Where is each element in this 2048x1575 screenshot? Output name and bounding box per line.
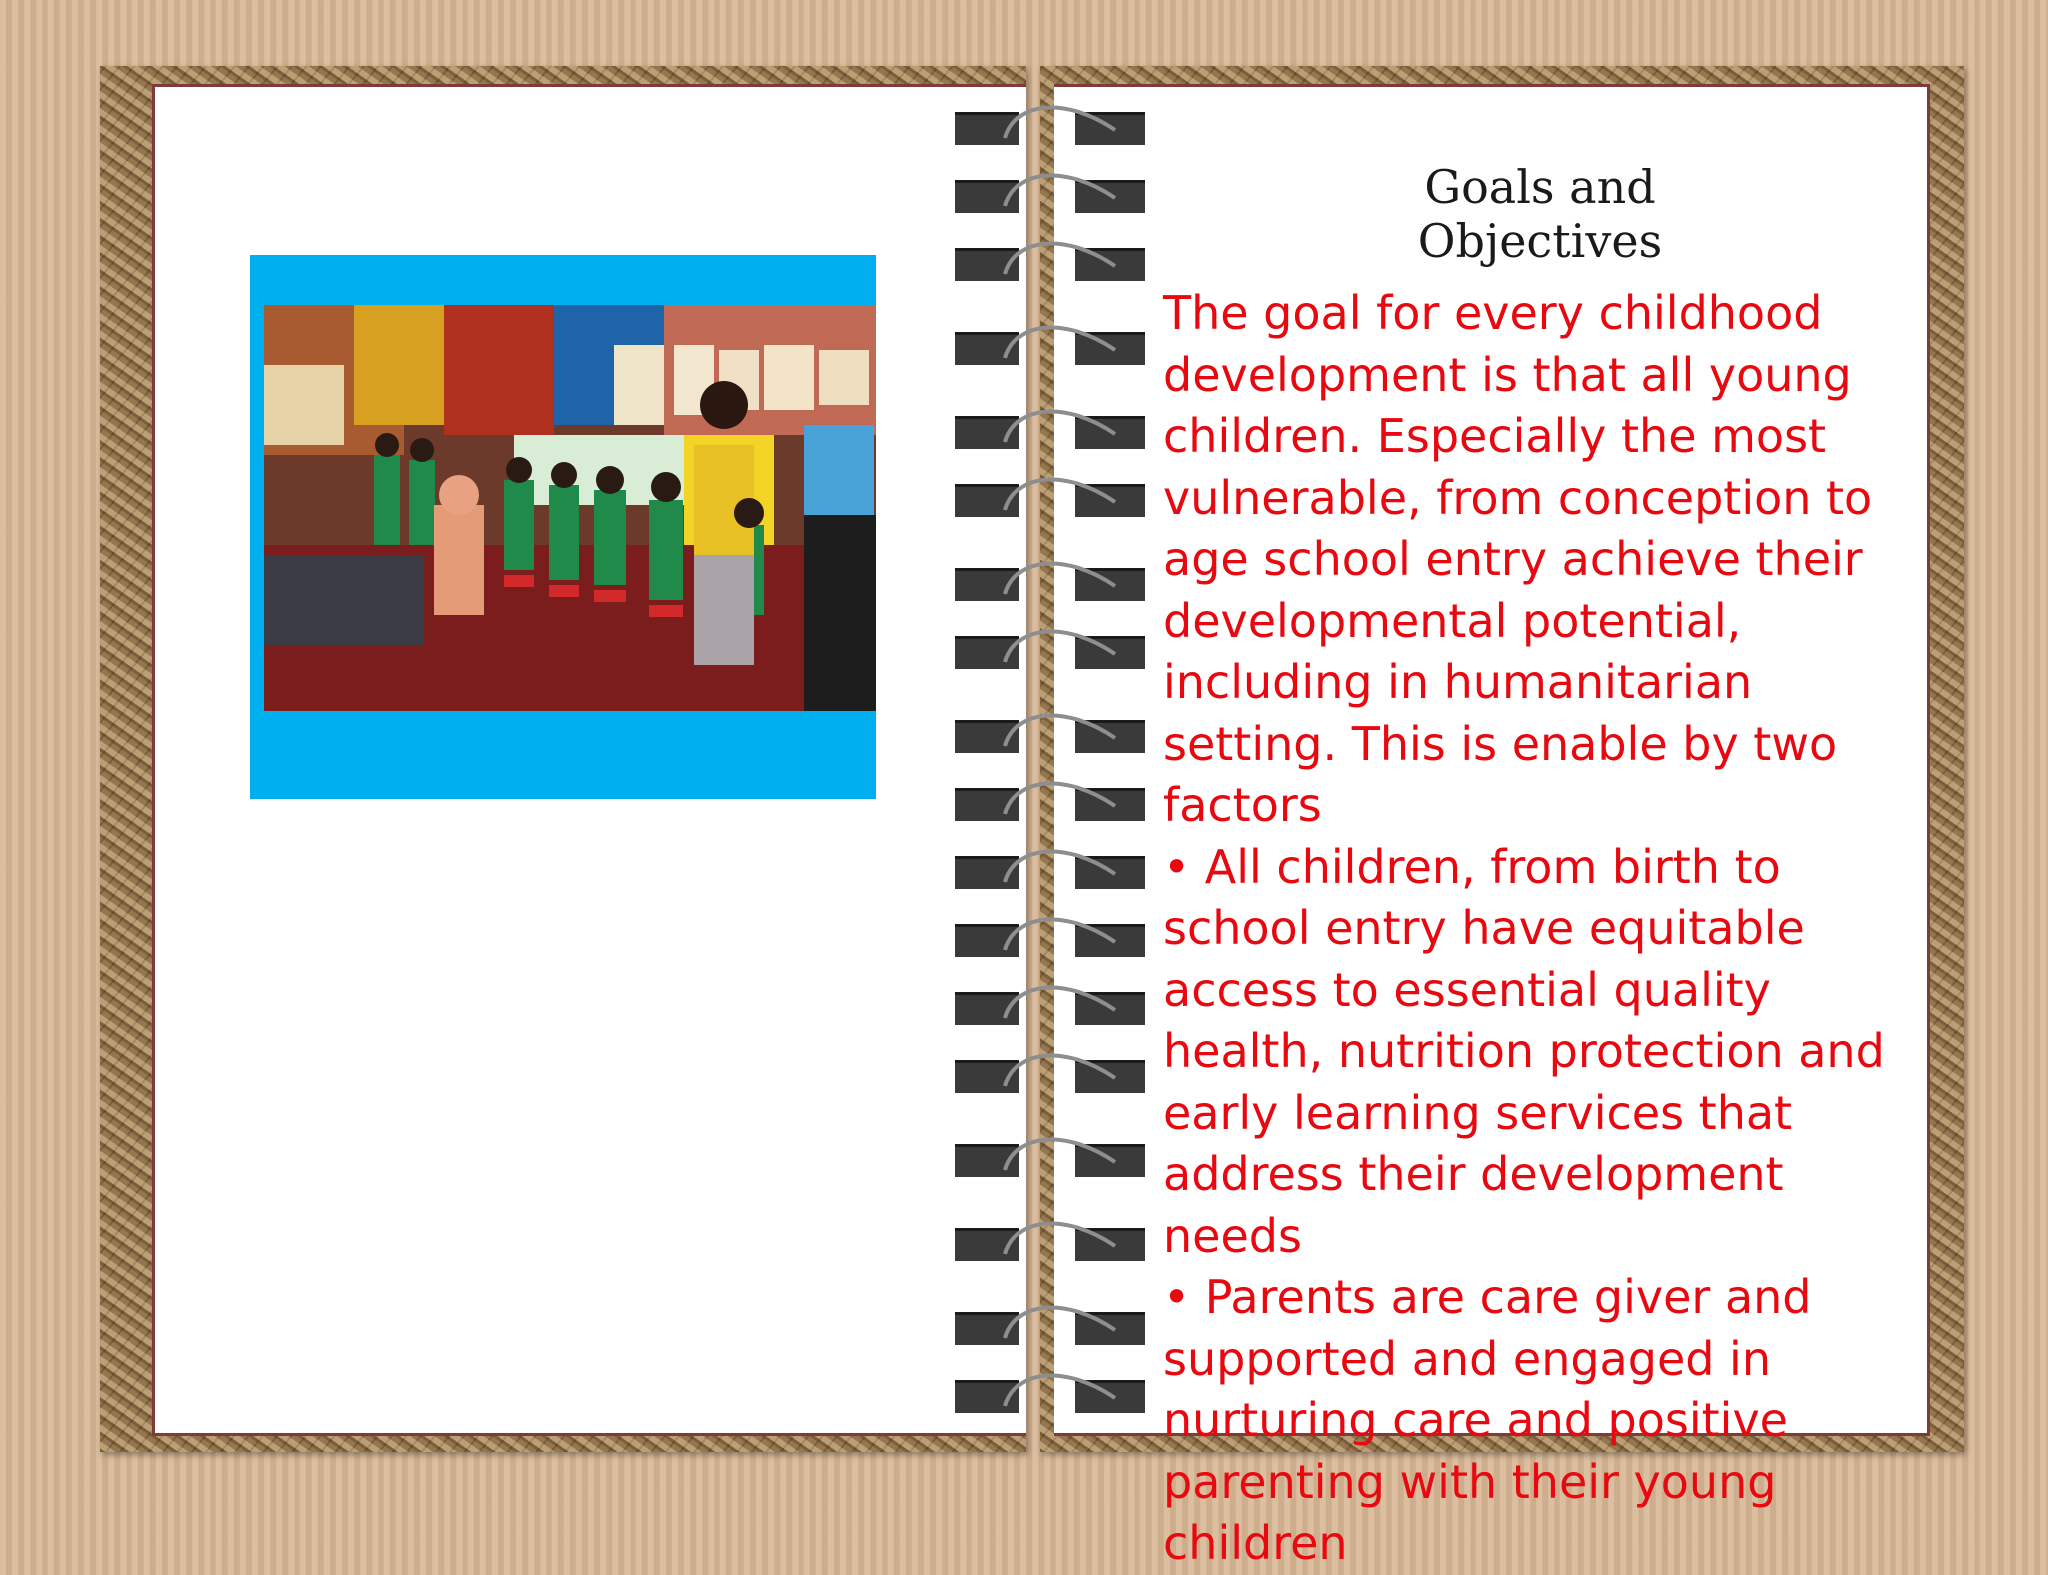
- binding-ring: [955, 1368, 1145, 1412]
- bullet-item: • Parents are care giver and supported and engaged in nurturing care and positive parenting with their young children: [1163, 1270, 1812, 1570]
- binding-ring: [955, 1132, 1145, 1176]
- binding-ring: [955, 980, 1145, 1024]
- binding-ring: [955, 776, 1145, 820]
- binding-ring: [955, 168, 1145, 212]
- classroom-photo: [264, 305, 876, 711]
- binding-ring: [955, 844, 1145, 888]
- binding-ring: [955, 556, 1145, 600]
- binding-ring: [955, 1300, 1145, 1344]
- bullet-item: • All children, from birth to school entry have equitable access to essential quality health, nutrition protection and early learning services that address their development needs: [1163, 839, 1885, 1263]
- binding-ring: [955, 404, 1145, 448]
- binding-ring: [955, 472, 1145, 516]
- page-title: Goals and Objectives: [1417, 160, 1663, 268]
- binding-ring: [955, 236, 1145, 280]
- binding-ring: [955, 708, 1145, 752]
- body-text: [1163, 283, 1903, 1575]
- binding-ring: [955, 100, 1145, 144]
- binding-ring: [955, 1048, 1145, 1092]
- binding-ring: [955, 320, 1145, 364]
- intro-paragraph: The goal for every childhood development is that all young children. Especially the most vulnerable, from conception to age school entry achieve their developmental potential, including in humanitarian setting. This is enable by two factors: [1163, 286, 1873, 832]
- binding-ring: [955, 912, 1145, 956]
- binding-ring: [955, 624, 1145, 668]
- binding-ring: [955, 1216, 1145, 1260]
